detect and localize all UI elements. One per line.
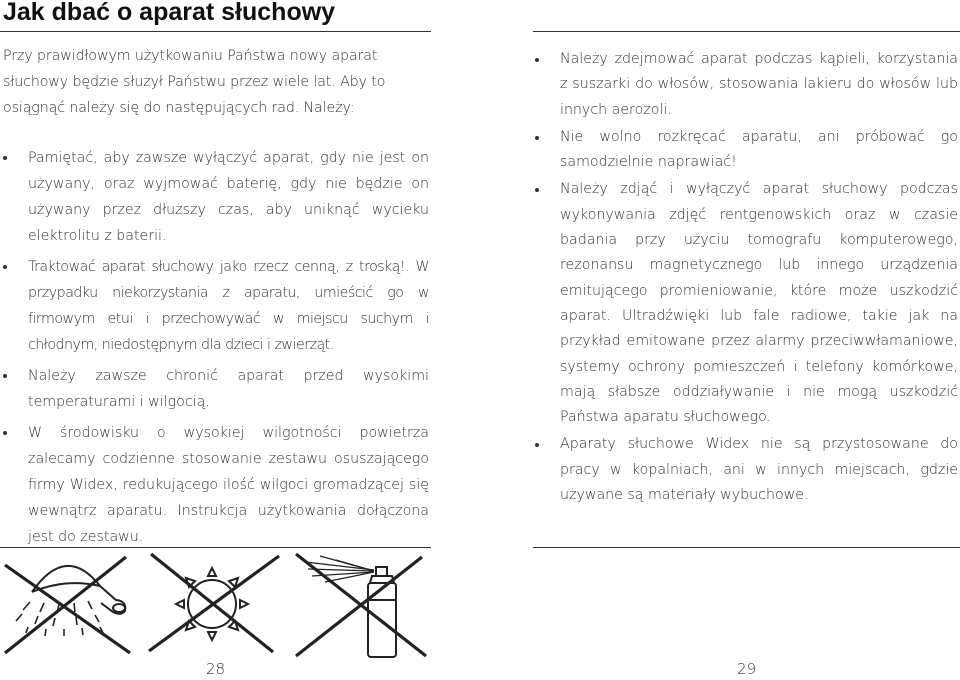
page-number-right: 29 [737,660,757,678]
list-item: Traktować aparat słuchowy jako rzecz cenną, z troską!. W przypadku niekorzystania z aparatu, umieścić go w firmowym etui i przechowywać w miejscu suchym i chłodnym, niedostępnym dla dzieci i zwierząt. [3,254,429,358]
page-title: Jak dbać o aparat słuchowy [3,0,336,26]
intro-paragraph: Przy prawidłowym użytkowaniu Państwa nowy aparat słuchowy będzie służył Państwu przez wiele lat. Aby to osiągnąć należy się do następujących rad. Należy: [3,48,386,116]
right-footer-rule [533,547,960,548]
list-item: Pamiętać, aby zawsze wyłączyć aparat, gdy nie jest on używany, oraz wyjmować baterię, gdy nie będzie on używany przez dłuższy czas, aby uniknąć wycieku elektrolitu z baterii. [3,145,429,249]
left-column [3,43,429,550]
crossed-shower-icon [5,557,130,653]
right-column [535,47,958,508]
right-bullet-list [535,47,958,508]
list-item: Nie wolno rozkręcać aparatu, ani próbować go samodzielnie naprawiać! [535,125,958,176]
crossed-sun-icon [149,554,279,652]
right-header-rule [533,31,960,32]
list-item: Należy zawsze chronić aparat przed wysokimi temperaturami i wilgocią. [3,363,429,415]
warning-pictograms [0,545,430,665]
page-number-left: 28 [206,660,226,678]
list-item: Aparaty słuchowe Widex nie są przystosowane do pracy w kopalniach, ani w innych miejscach, gdzie używane są materiały wybuchowe. [535,432,958,508]
left-header-rule [0,31,431,32]
list-item: W środowisku o wysokiej wilgotności powietrza zalecamy codzienne stosowanie zestawu osuszającego firmy Widex, redukującego ilość wilgoci gromadzącej się wewnątrz aparatu. Instrukcja użytkowania dołączona jest do zestawu. [3,420,429,550]
left-bullet-list [3,145,429,550]
crossed-spray-icon [296,554,426,657]
list-item: Należy zdejmować aparat podczas kąpieli, korzystania z suszarki do włosów, stosowania lakieru do włosów lub innych aerozoli. [535,47,958,123]
list-item: Należy zdjąć i wyłączyć aparat słuchowy podczas wykonywania zdjęć rentgenowskich oraz w czasie badania przy użyciu tomografu komputerowego, rezonansu magnetycznego lub innego urządzenia emitującego promieniowanie, które może uszkodzić aparat. Ultradźwięki lub fale radiowe, takie jak na przykład emitowane przez alarmy przeciwwłamaniowe, systemy ochrony pomieszczeń i telefony komórkowe, mają słabsze oddziaływanie i nie mogą uszkodzić Państwa aparatu słuchowego. [535,177,958,430]
